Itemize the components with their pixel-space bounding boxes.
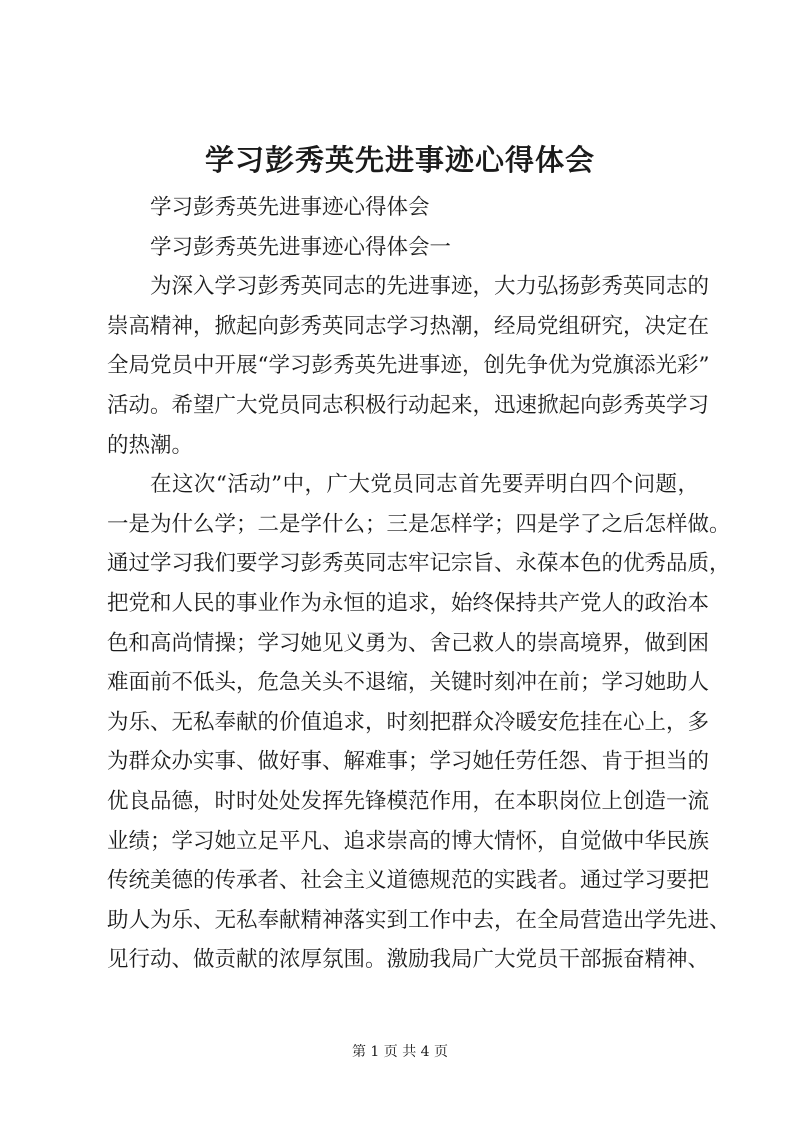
paragraph-line: 优良品德，时时处处发挥先锋模范作用，在本职岗位上创造一流 (107, 788, 710, 814)
paragraph-line: 崇高精神，掀起向彭秀英同志学习热潮，经局党组研究，决定在 (107, 313, 710, 339)
page-footer: 第 1 页 共 4 页 (351, 1044, 449, 1060)
paragraph-line: 难面前不低头，危急关头不退缩，关键时刻冲在前；学习她助人 (107, 670, 710, 696)
paragraph-line: 一是为什么学；二是学什么；三是怎样学；四是学了之后怎样做。 (107, 511, 731, 537)
section-heading: 学习彭秀英先进事迹心得体会一 (150, 234, 452, 260)
paragraph-line: 传统美德的传承者、社会主义道德规范的实践者。通过学习要把 (107, 868, 710, 894)
paragraph-line: 业绩；学习她立足平凡、追求崇高的博大情怀，自觉做中华民族 (107, 828, 710, 854)
paragraph-line: 为乐、无私奉献的价值追求，时刻把群众冷暖安危挂在心上，多 (107, 709, 710, 735)
paragraph-line: 把党和人民的事业作为永恒的追求，始终保持共产党人的政治本 (107, 590, 710, 616)
paragraph-line: 全局党员中开展“学习彭秀英先进事迹，创先争优为党旗添光彩” (107, 353, 710, 379)
paragraph-line: 为群众办实事、做好事、解难事；学习她任劳任怨、肯于担当的 (107, 749, 710, 775)
paragraph-line: 见行动、做贡献的浓厚氛围。激励我局广大党员干部振奋精神、 (107, 947, 710, 973)
paragraph-line: 色和高尚情操；学习她见义勇为、舍己救人的崇高境界，做到困 (107, 630, 710, 656)
subtitle-line: 学习彭秀英先进事迹心得体会 (150, 195, 430, 220)
paragraph-line: 活动。希望广大党员同志积极行动起来，迅速掀起向彭秀英学习 (107, 392, 710, 418)
paragraph-line: 助人为乐、无私奉献精神落实到工作中去，在全局营造出学先进、 (107, 907, 731, 933)
paragraph-line: 的热潮。 (107, 432, 194, 458)
document-body (107, 188, 731, 980)
paragraph-line: 通过学习我们要学习彭秀英同志牢记宗旨、永葆本色的优秀品质， (107, 551, 731, 577)
paragraph-line: 为深入学习彭秀英同志的先进事迹，大力弘扬彭秀英同志的 (150, 274, 710, 300)
paragraph-line: 在这次“活动”中，广大党员同志首先要弄明白四个问题， (150, 472, 699, 498)
document-title: 学习彭秀英先进事迹心得体会 (204, 143, 595, 177)
